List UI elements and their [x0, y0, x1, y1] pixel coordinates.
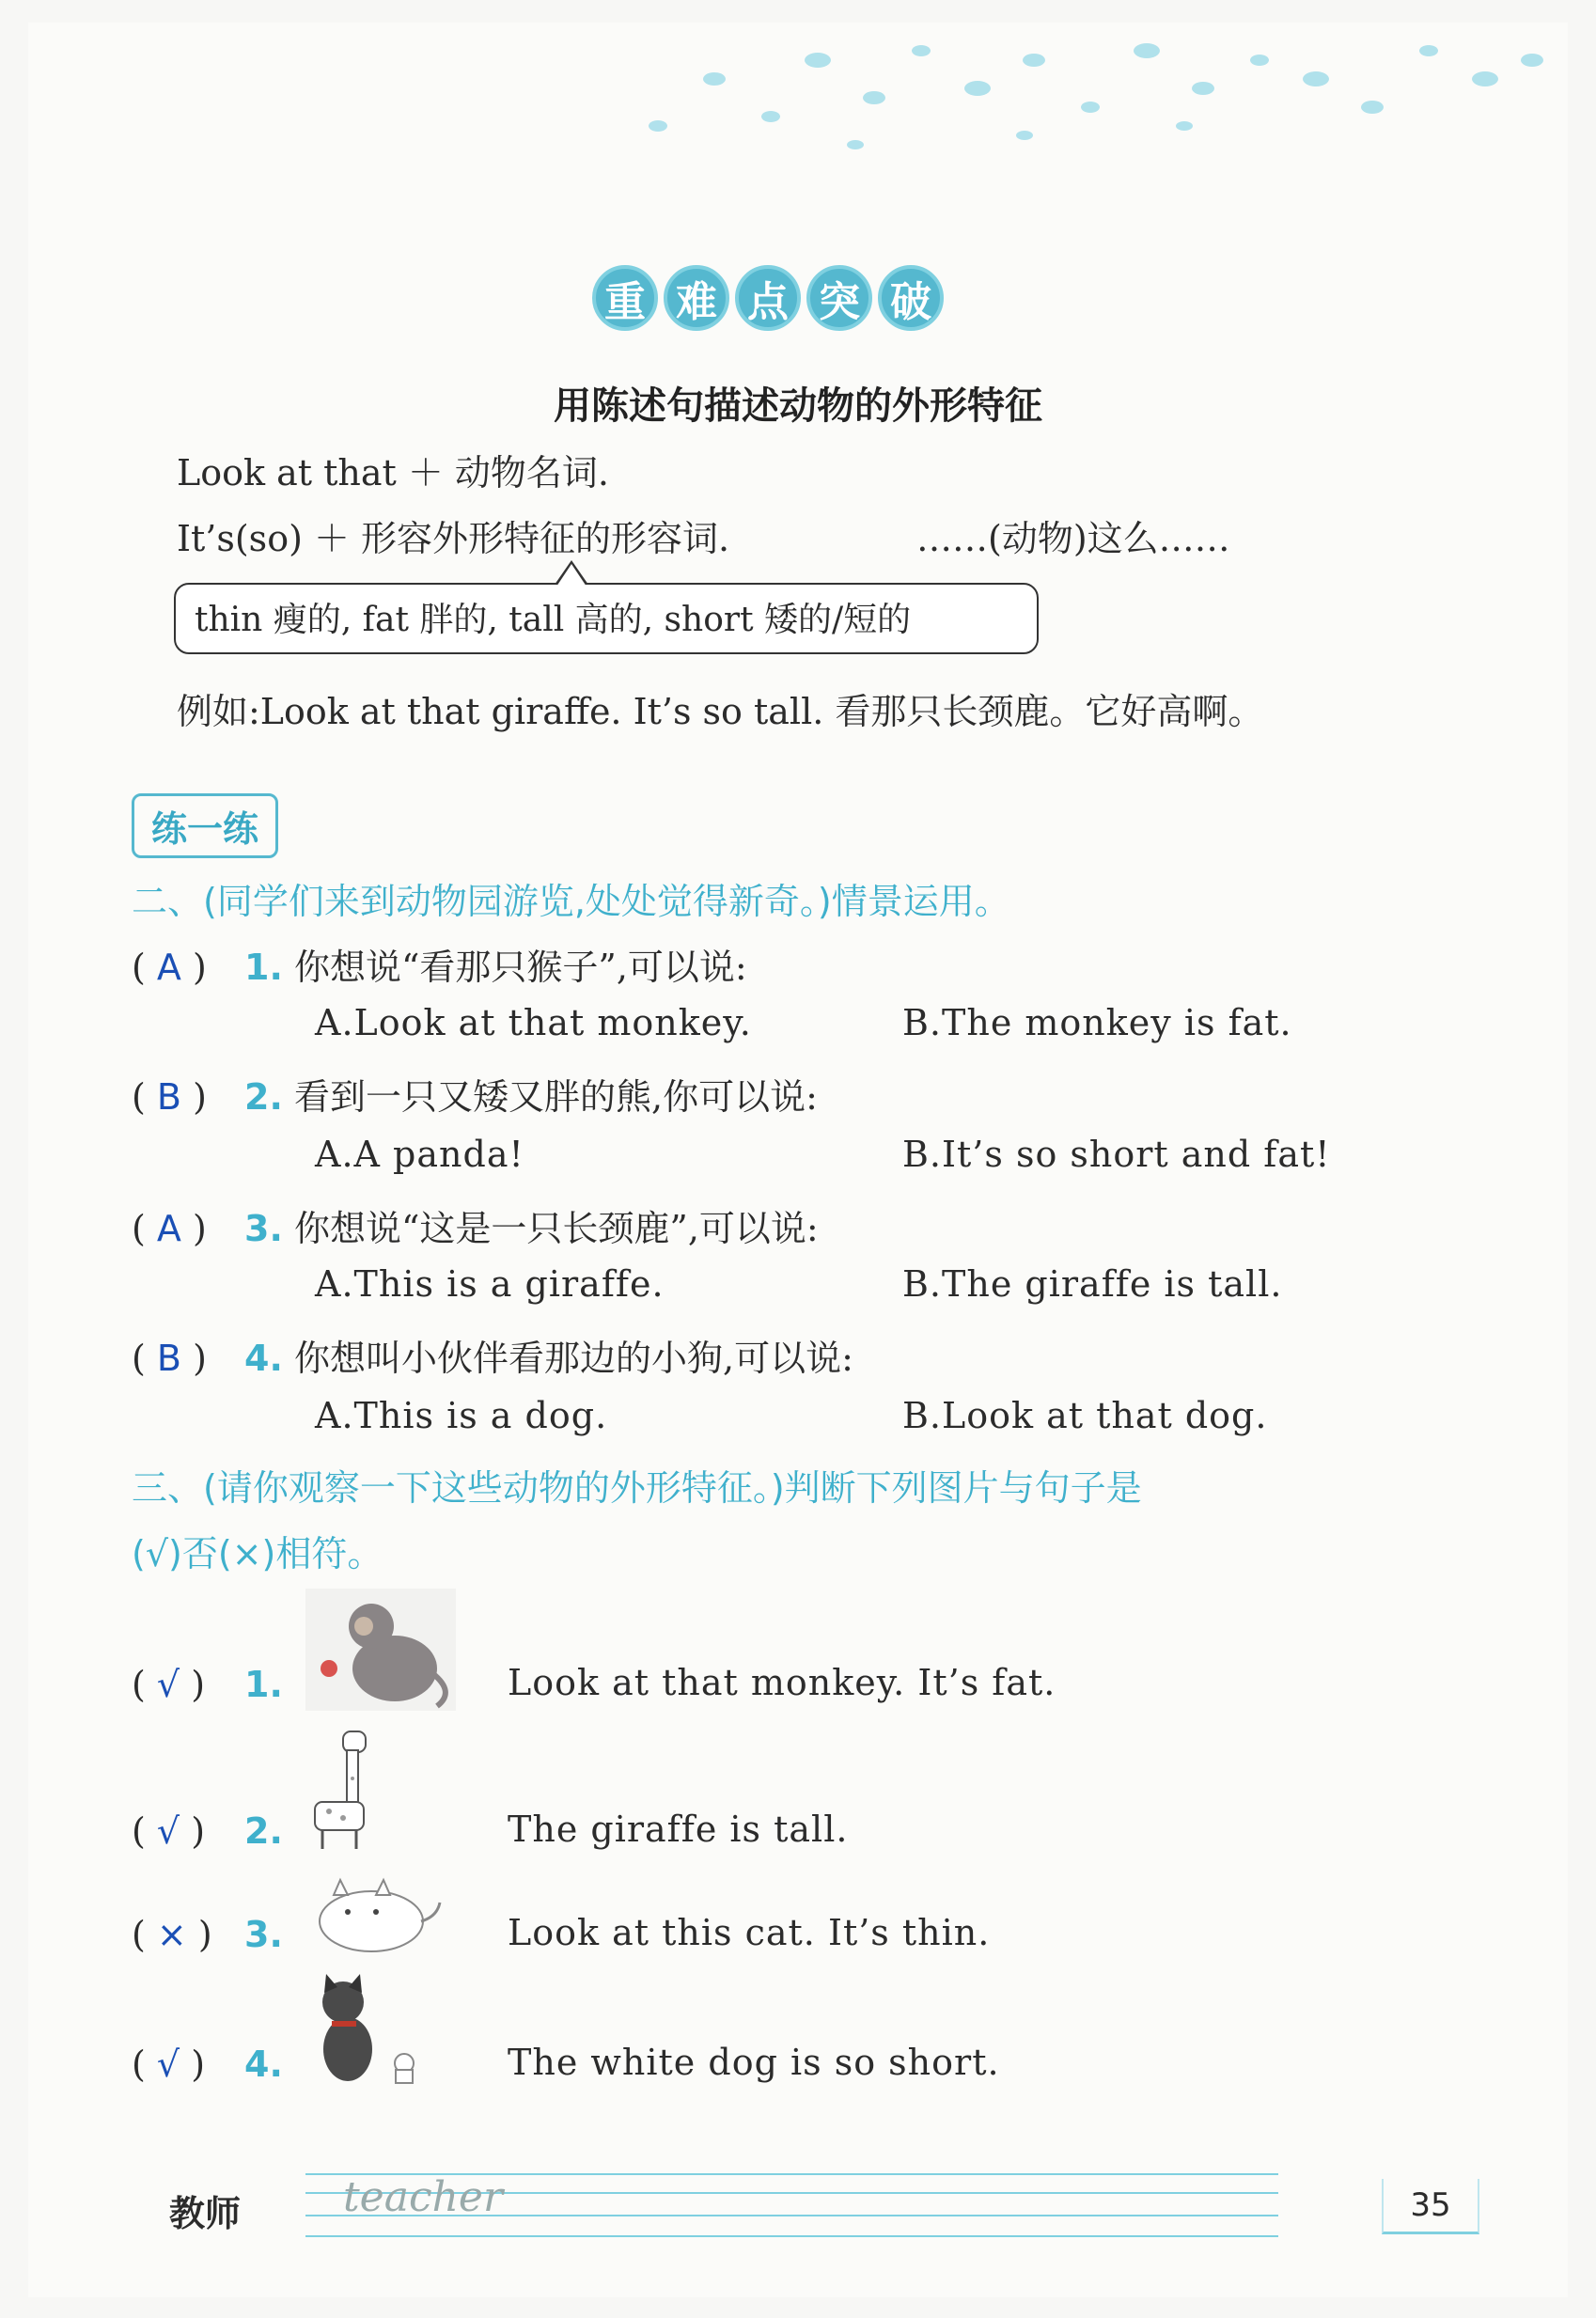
section3-heading-line2: (√)否(×)相符。	[132, 1533, 383, 1574]
answer: √	[156, 1810, 180, 1852]
judge-row: ( × ) 3.	[132, 1914, 283, 1955]
dogs-image	[305, 1974, 423, 2087]
question-stem: 你想说“这是一只长颈鹿”,可以说:	[293, 1208, 819, 1249]
answer: B	[156, 1338, 181, 1379]
question-stem: 看到一只又矮又胖的熊,你可以说:	[293, 1076, 818, 1118]
grammar-line-2: It’s(so) ＋ 形容外形特征的形容词.	[177, 518, 730, 559]
title-char: 点	[735, 265, 801, 331]
judge-row: ( √ ) 4.	[132, 2044, 283, 2085]
cat-image	[310, 1874, 442, 1959]
question-stem: 你想说“看那只猴子”,可以说:	[293, 947, 747, 988]
option-b: B.It’s so short and fat!	[902, 1134, 1331, 1175]
judge-sentence: The giraffe is tall.	[508, 1809, 849, 1850]
judge-sentence: Look at this cat. It’s thin.	[508, 1912, 991, 1953]
question-row: ( B ) 2. 看到一只又矮又胖的熊,你可以说:	[132, 1076, 818, 1118]
handwriting-teacher: teacher	[343, 2173, 504, 2221]
bubble-tail-inner	[556, 564, 587, 587]
title-char: 突	[806, 265, 872, 331]
grammar-note: ……(动物)这么……	[916, 518, 1230, 559]
item-number: 3.	[244, 1914, 283, 1955]
section3-heading-line1: 三、(请你观察一下这些动物的外形特征。)判断下列图片与句子是	[132, 1467, 1142, 1509]
item-number: 4.	[244, 2044, 283, 2085]
leaves-decoration	[602, 23, 1570, 182]
judge-row: ( √ ) 1.	[132, 1664, 283, 1705]
item-number: 1.	[244, 1664, 283, 1705]
answer: B	[156, 1076, 181, 1118]
page	[28, 23, 1568, 2297]
judge-row: ( √ ) 2.	[132, 1810, 283, 1852]
footer-label: 教师	[169, 2192, 242, 2234]
question-number: 1.	[244, 947, 283, 988]
answer: A	[156, 947, 181, 988]
grammar-line-1: Look at that ＋ 动物名词.	[177, 452, 610, 493]
section2-heading: 二、(同学们来到动物园游览,处处觉得新奇。)情景运用。	[132, 881, 1010, 922]
answer: A	[156, 1208, 181, 1249]
option-a: A.Look at that monkey.	[315, 1002, 752, 1043]
question-row: ( A ) 1. 你想说“看那只猴子”,可以说:	[132, 947, 747, 988]
monkey-image	[305, 1589, 456, 1711]
judge-sentence: The white dog is so short.	[508, 2042, 1000, 2083]
section-title	[592, 265, 944, 337]
judge-sentence: Look at that monkey. It’s fat.	[508, 1662, 1056, 1703]
question-row: ( B ) 4. 你想叫小伙伴看那边的小狗,可以说:	[132, 1338, 853, 1379]
question-number: 2.	[244, 1076, 283, 1118]
writing-line	[305, 2235, 1278, 2237]
option-a: A.A panda!	[315, 1134, 524, 1175]
answer: √	[156, 1664, 180, 1705]
option-a: A.This is a giraffe.	[315, 1263, 665, 1305]
option-b: B.The giraffe is tall.	[902, 1263, 1283, 1305]
option-a: A.This is a dog.	[315, 1395, 608, 1436]
answer: √	[156, 2044, 180, 2085]
practice-label: 练一练	[132, 793, 278, 858]
title-char: 难	[664, 265, 729, 331]
page-number: 35	[1382, 2179, 1479, 2234]
question-number: 4.	[244, 1338, 283, 1379]
question-row: ( A ) 3. 你想说“这是一只长颈鹿”,可以说:	[132, 1208, 819, 1249]
item-number: 2.	[244, 1810, 283, 1852]
vocab-bubble: thin 瘦的, fat 胖的, tall 高的, short 矮的/短的	[174, 583, 1039, 654]
question-number: 3.	[244, 1208, 283, 1249]
example-sentence: 例如:Look at that giraffe. It’s so tall. 看那只长颈鹿。它好高啊。	[177, 691, 1264, 732]
answer: ×	[156, 1914, 187, 1955]
option-b: B.The monkey is fat.	[902, 1002, 1292, 1043]
option-b: B.Look at that dog.	[902, 1395, 1268, 1436]
question-stem: 你想叫小伙伴看那边的小狗,可以说:	[293, 1338, 853, 1379]
title-char: 破	[878, 265, 944, 331]
subtitle: 用陈述句描述动物的外形特征	[554, 384, 1042, 428]
giraffe-image	[305, 1722, 399, 1854]
title-char: 重	[592, 265, 658, 331]
